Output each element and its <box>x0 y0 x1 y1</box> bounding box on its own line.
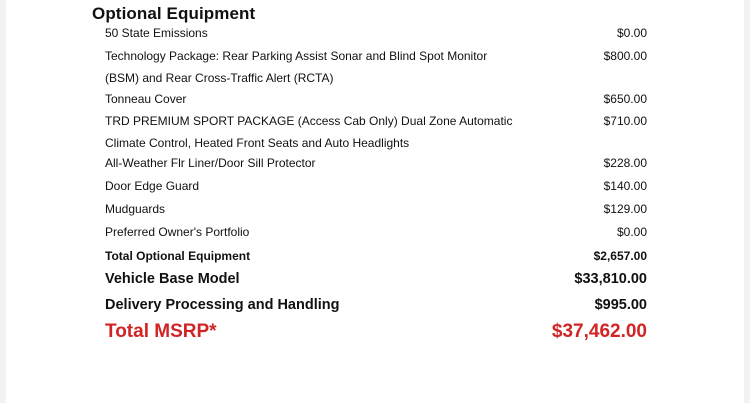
delivery-value: $995.00 <box>594 297 647 313</box>
document-page <box>6 0 744 403</box>
base-model-label: Vehicle Base Model <box>105 271 240 287</box>
item-label: Preferred Owner's Portfolio <box>105 225 250 239</box>
total-msrp-label: Total MSRP* <box>105 321 217 342</box>
item-label: Tonneau Cover <box>105 92 187 106</box>
item-price: $0.00 <box>616 225 647 239</box>
item-label: Door Edge Guard <box>105 179 200 193</box>
item-label: 50 State Emissions <box>105 26 208 40</box>
item-label: Mudguards <box>105 202 166 216</box>
item-price: $140.00 <box>603 179 647 193</box>
delivery-label: Delivery Processing and Handling <box>105 297 340 313</box>
total-msrp-value: $37,462.00 <box>551 321 647 342</box>
item-label: All-Weather Flr Liner/Door Sill Protector <box>105 156 316 170</box>
section-title: Optional Equipment <box>92 4 256 23</box>
item-price: $650.00 <box>603 92 647 106</box>
base-model-value: $33,810.00 <box>574 271 647 287</box>
item-price: $129.00 <box>603 202 647 216</box>
item-label: TRD PREMIUM SPORT PACKAGE (Access Cab Only) Dual Zone Automatic Climate Control, Heated Front Seats and Auto Headlights <box>105 114 513 150</box>
item-price: $800.00 <box>603 49 647 63</box>
item-label: Technology Package: Rear Parking Assist Sonar and Blind Spot Monitor (BSM) and Rear Cross-Traffic Alert (RCTA) <box>105 49 488 85</box>
item-price: $0.00 <box>616 26 647 40</box>
item-price: $710.00 <box>603 114 647 128</box>
total-optional-label: Total Optional Equipment <box>105 249 251 263</box>
item-price: $228.00 <box>603 156 647 170</box>
total-optional-value: $2,657.00 <box>593 249 647 263</box>
